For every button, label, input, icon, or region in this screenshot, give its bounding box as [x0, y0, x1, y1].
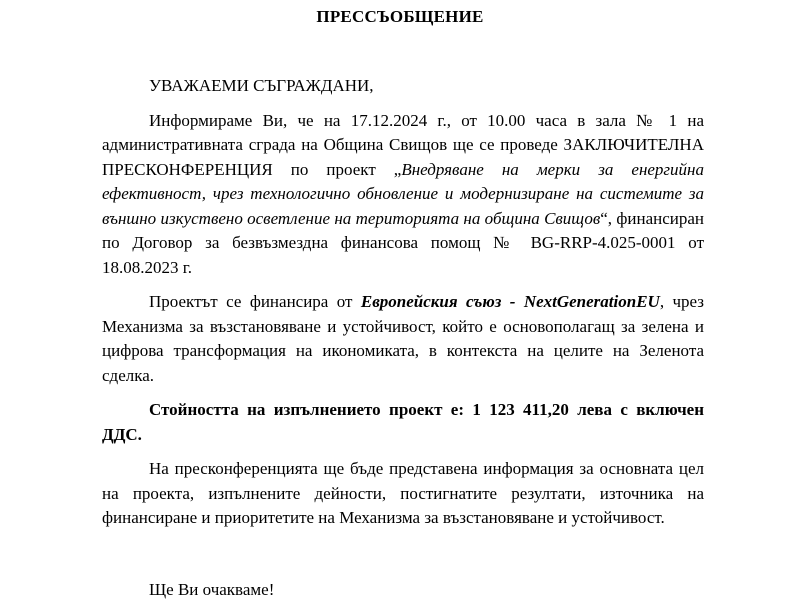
- document-body: [102, 74, 704, 531]
- announcement-text-end: “, финансиран по Договор за безвъзмездна финансова помощ № BG-RRP-4.025-0001 от 18.08.2023 г.: [102, 208, 704, 277]
- funding-text-start: Проектът се финансира от: [149, 292, 361, 311]
- paragraph-project-value: Стойността на изпълнението проект е: 1 123 411,20 лева с включен ДДС.: [102, 400, 704, 444]
- project-title: Внедряване на мерки за енергийна ефективност, чрез технологично обновление и модернизиране на системите за външно изкуствено осветление на територията на община Свищов: [102, 159, 704, 228]
- closing-line: Ще Ви очакваме!: [149, 580, 275, 599]
- announcement-text-start: Информираме Ви, че на 17.12.2024 г., от 10.00 часа в зала № 1 на административната сграда на Община Свищов ще се проведе ЗАКЛЮЧИТЕЛНА ПРЕСКОНФЕРЕНЦИЯ по проект „: [102, 110, 704, 179]
- page-title: ПРЕССЪОБЩЕНИЕ: [316, 7, 484, 26]
- paragraph-announcement: [102, 109, 704, 281]
- greeting: УВАЖАЕМИ СЪГРАЖДАНИ,: [149, 76, 374, 95]
- funding-text-end: , чрез Механизма за възстановяване и устойчивост, който е основополагащ за зелена и цифрова трансформация на икономиката, в контекста на целите на Зеленота сделка.: [102, 292, 704, 385]
- paragraph-press-info: На пресконференцията ще бъде представена информация за основната цел на проекта, изпълнените дейности, постигнатите резултати, източника на финансиране и приоритетите на Механизма за възстановяване и устойчивост.: [102, 459, 704, 527]
- funder-name: Европейския съюз - NextGenerationEU: [360, 292, 660, 311]
- paragraph-funding: [102, 290, 704, 388]
